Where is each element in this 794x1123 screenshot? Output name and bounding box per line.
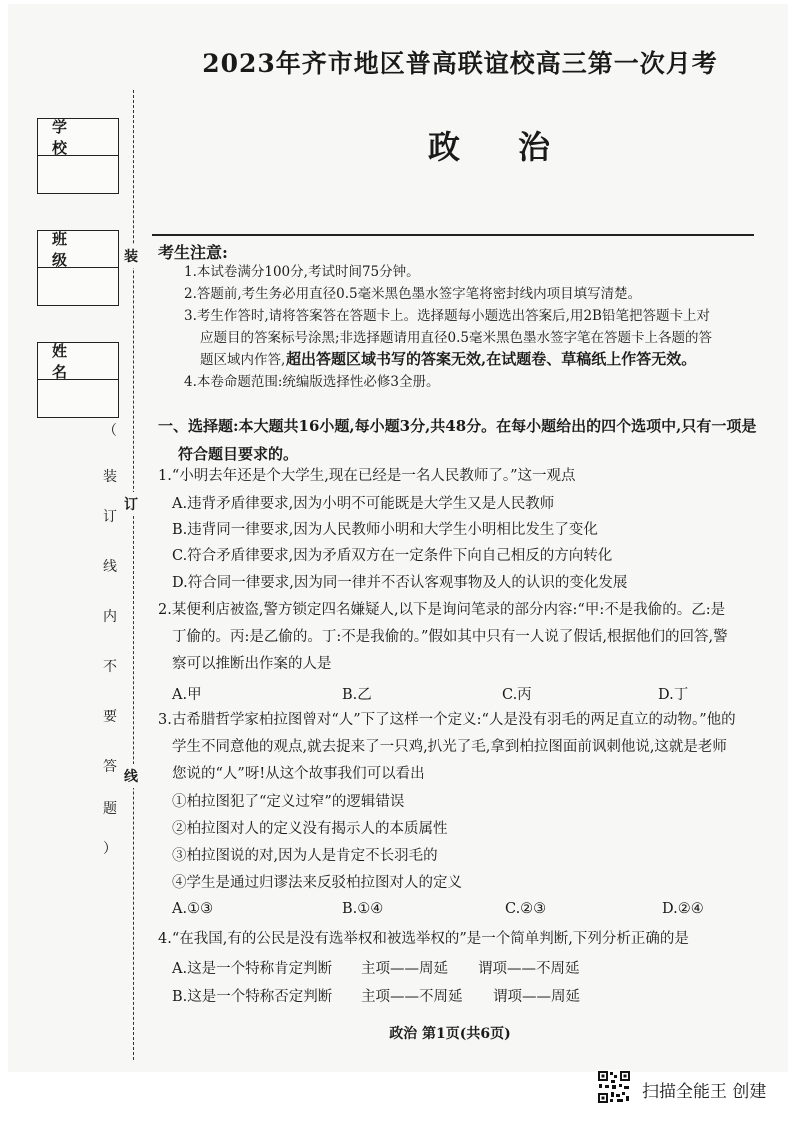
notice-item: 2.答题前,考生务必用直径0.5毫米黑色墨水签字笔将密封线内项目填写清楚。 [184,286,642,302]
notice-warning: 超出答题区域书写的答案无效,在试题卷、草稿纸上作答无效。 [286,350,697,368]
q3-statement-2: ②柏拉图对人的定义没有揭示人的本质属性 [172,821,448,837]
q4-option-a-judgment: A.这是一个特称肯定判断 [172,961,333,977]
binding-note-char: 要 [103,709,117,725]
q1-option-a: A.违背矛盾律要求,因为小明不可能既是大学生又是人民教师 [172,496,555,512]
q3-option-b: B.①④ [342,901,384,917]
exam-title: 2023年齐市地区普高联谊校高三第一次月考 [202,49,718,78]
q2-stem-line: 丁偷的。丙:是乙偷的。丁:不是我偷的。”假如其中只有一人说了假话,根据他们的回答,警 [172,629,728,645]
q2-option-c: C.丙 [502,687,532,703]
q3-option-c: C.②③ [505,901,547,917]
name-box [37,342,119,418]
q3-statement-1: ①柏拉图犯了“定义过窄”的逻辑错误 [172,794,405,810]
subject-title: 政治 [427,128,608,166]
q1-option-d: D.符合同一律要求,因为同一律并不否认客观事物及人的认识的变化发展 [172,575,628,591]
class-label: 班 级 [38,231,118,268]
section-heading [158,412,758,468]
school-label: 学 校 [38,119,118,156]
section-heading-line: 一、选择题:本大题共16小题,每小题3分,共48分。在每小题给出的四个选项中,只有一项是 [158,417,757,435]
binding-char-ding: 订 [124,492,138,516]
q4-option-a-subject: 主项——周延 [361,961,448,977]
q2-option-a: A.甲 [172,687,202,703]
q4-option-b-subject: 主项——不周延 [361,989,463,1005]
q1-option-b: B.违背同一律要求,因为人民教师小明和大学生小明相比发生了变化 [172,522,598,538]
binding-char-zhuang: 装 [124,244,138,268]
binding-note-char: 内 [103,609,117,625]
header-rule [152,234,754,236]
q4-option-b-predicate: 谓项——周延 [493,989,580,1005]
name-label: 姓 名 [38,343,118,380]
binding-note-char: 不 [103,659,117,675]
q3-stem-line: 学生不同意他的观点,就去捉来了一只鸡,扒光了毛,拿到柏拉图面前讽刺他说,这就是老师 [172,739,727,755]
scanner-brand: 扫描全能王 创建 [642,1082,767,1102]
q3-stem-line: 3.古希腊哲学家柏拉图曾对“人”下了这样一个定义:“人是没有羽毛的两足直立的动物。”他的 [158,712,736,728]
q4-stem: 4.“在我国,有的公民是没有选举权和被选举权的”是一个简单判断,下列分析正确的是 [158,931,689,947]
q3-option-d: D.②④ [662,901,704,917]
notice-item: 3.考生作答时,请将答案答在答题卡上。选择题每小题选出答案后,用2B铅笔把答题卡上对 [184,308,710,324]
q1-option-c: C.符合矛盾律要求,因为矛盾双方在一定条件下向自己相反的方向转化 [172,548,613,564]
binding-note-char: 订 [103,509,117,525]
notice-item: 1.本试卷满分100分,考试时间75分钟。 [184,264,420,280]
binding-note-char: （ [103,423,117,439]
notice-item: 题区域内作答, [200,352,286,368]
class-blank [38,268,118,305]
school-box [37,118,119,194]
notice-item: 4.本卷命题范围:统编版选择性必修3全册。 [184,374,440,390]
notice-item: 应题目的答案标号涂黑;非选择题请用直径0.5毫米黑色墨水签字笔在答题卡上各题的答 [200,330,713,346]
q3-statement-4: ④学生是通过归谬法来反驳柏拉图对人的定义 [172,875,462,891]
binding-note-char: 答 [103,759,117,775]
q3-option-a: A.①③ [172,901,214,917]
binding-note-char: 装 [103,469,117,485]
q2-stem-line: 2.某便利店被盗,警方锁定四名嫌疑人,以下是询问笔录的部分内容:“甲:不是我偷的。乙:是 [158,602,726,618]
q2-option-b: B.乙 [342,687,372,703]
binding-note-char: 线 [103,559,117,575]
q3-stem-line: 您说的“人”呀!从这个故事我们可以看出 [172,766,425,782]
qr-code-icon [597,1070,631,1104]
binding-note-char: 题 [103,801,117,817]
q4-option-a-predicate: 谓项——不周延 [478,961,580,977]
q4-option-b-judgment: B.这是一个特称否定判断 [172,989,333,1005]
q2-stem-line: 察可以推断出作案的人是 [172,656,332,672]
school-blank [38,156,118,193]
binding-note-char: ） [103,841,117,857]
page-footer: 政治 第1页(共6页) [389,1026,511,1042]
q3-statement-3: ③柏拉图说的对,因为人是肯定不长羽毛的 [172,848,438,864]
name-blank [38,380,118,417]
q2-option-d: D.丁 [658,687,689,703]
binding-line [133,90,134,1060]
notice-title: 考生注意: [158,243,228,262]
class-box [37,230,119,306]
q1-stem: 1.“小明去年还是个大学生,现在已经是一名人民教师了。”这一观点 [158,468,576,484]
section-heading-line: 符合题目要求的。 [178,445,299,463]
binding-char-xian: 线 [124,764,138,788]
